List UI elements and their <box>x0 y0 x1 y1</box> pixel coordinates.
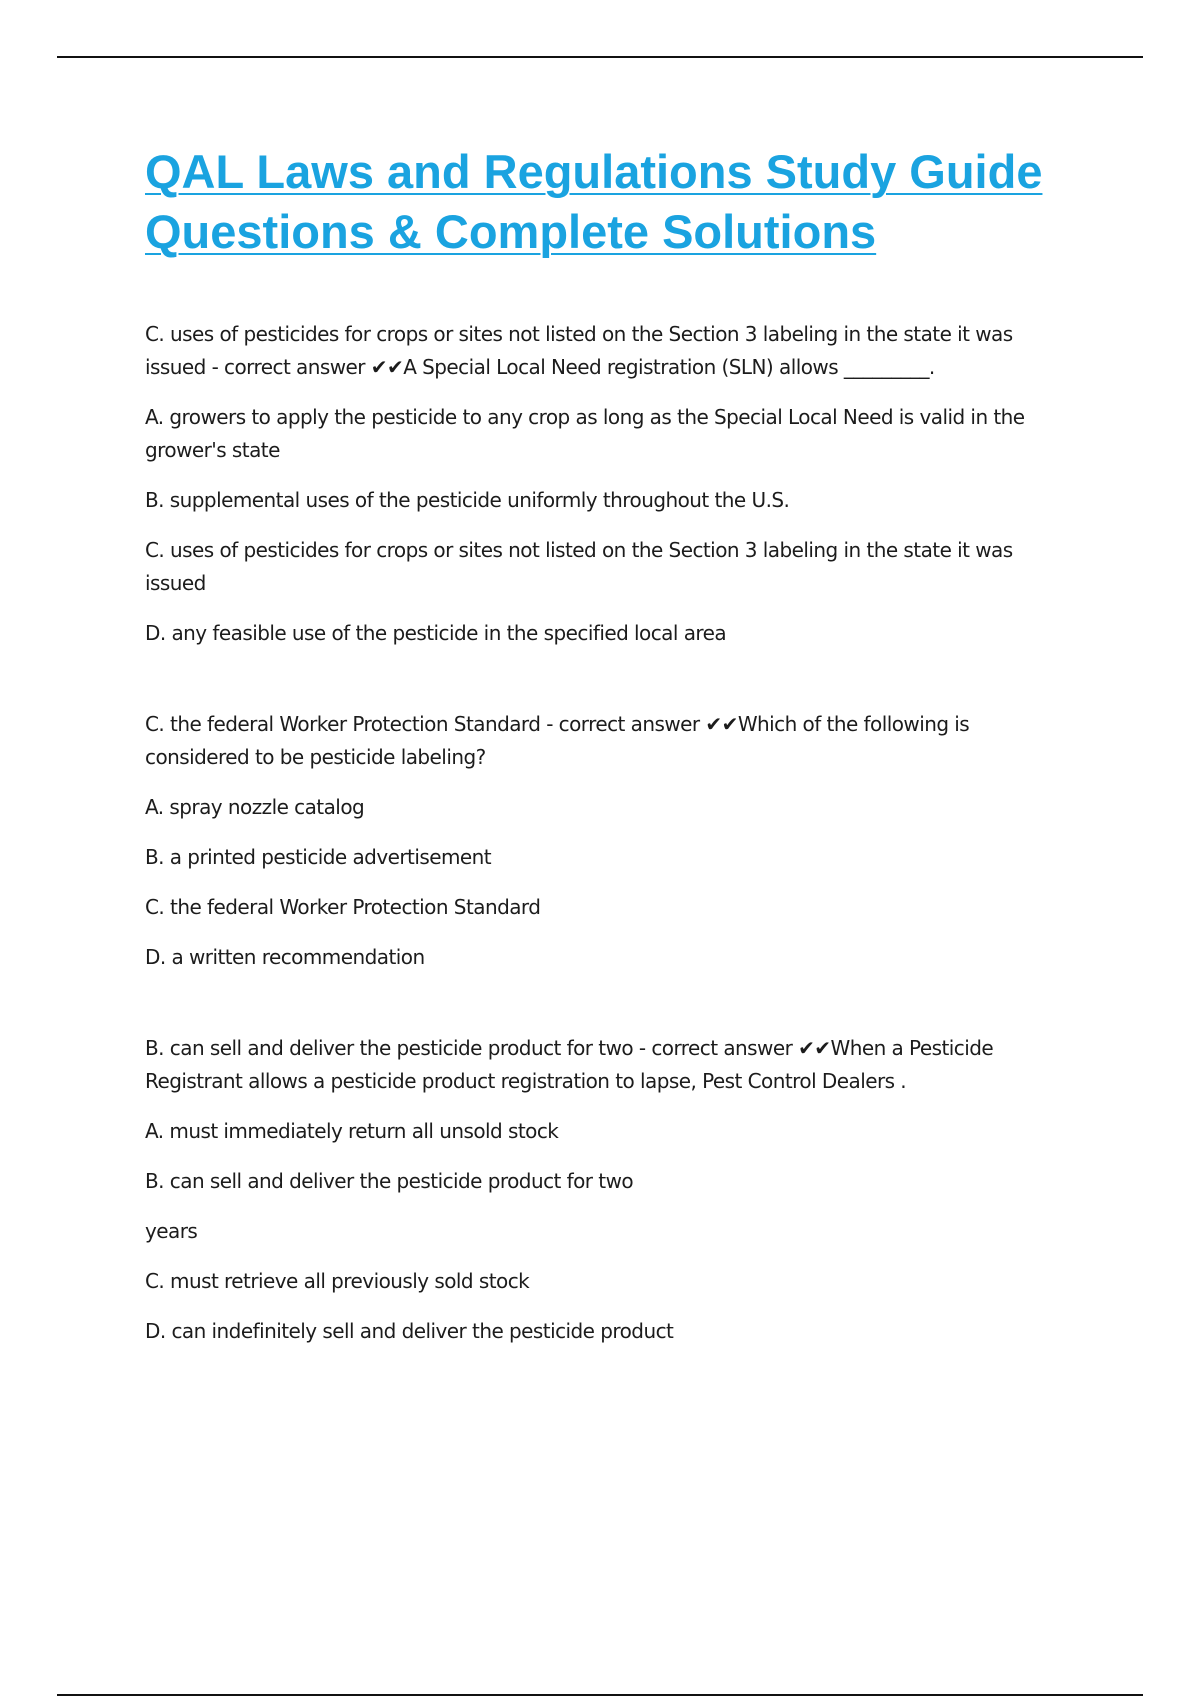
option-c: C. the federal Worker Protection Standard <box>145 895 541 919</box>
option-a: A. spray nozzle catalog <box>145 795 365 819</box>
header-rule <box>57 56 1143 58</box>
document-body <box>145 142 1065 1348</box>
question-answer-line: C. the federal Worker Protection Standard - correct answer ✔✔Which of the following is considered to be pesticide labeling? <box>145 712 970 769</box>
question-block-3 <box>145 1032 1065 1348</box>
option-a: A. growers to apply the pesticide to any crop as long as the Special Local Need is valid in the grower's state <box>145 405 1025 462</box>
option-a: A. must immediately return all unsold stock <box>145 1119 559 1143</box>
option-d: D. a written recommendation <box>145 945 425 969</box>
option-d: D. any feasible use of the pesticide in the specified local area <box>145 621 727 645</box>
question-block-2 <box>145 708 1065 974</box>
question-answer-line: C. uses of pesticides for crops or sites not listed on the Section 3 labeling in the state it was issued - correct answer ✔✔A Special Local Need registration (SLN) allows _________. <box>145 322 1013 379</box>
footer-rule <box>57 1694 1143 1696</box>
question-answer-line: B. can sell and deliver the pesticide product for two - correct answer ✔✔When a Pesticide Registrant allows a pesticide product registration to lapse, Pest Control Dealers . <box>145 1036 994 1093</box>
question-block-1 <box>145 318 1065 650</box>
option-b: B. supplemental uses of the pesticide uniformly throughout the U.S. <box>145 488 790 512</box>
option-d: D. can indefinitely sell and deliver the pesticide product <box>145 1319 674 1343</box>
option-c: C. must retrieve all previously sold stock <box>145 1269 530 1293</box>
option-b-continuation: years <box>145 1219 198 1243</box>
option-b: B. can sell and deliver the pesticide product for two <box>145 1169 634 1193</box>
document-title: QAL Laws and Regulations Study Guide Questions & Complete Solutions <box>145 145 1043 258</box>
option-c: C. uses of pesticides for crops or sites not listed on the Section 3 labeling in the state it was issued <box>145 538 1013 595</box>
option-b: B. a printed pesticide advertisement <box>145 845 492 869</box>
